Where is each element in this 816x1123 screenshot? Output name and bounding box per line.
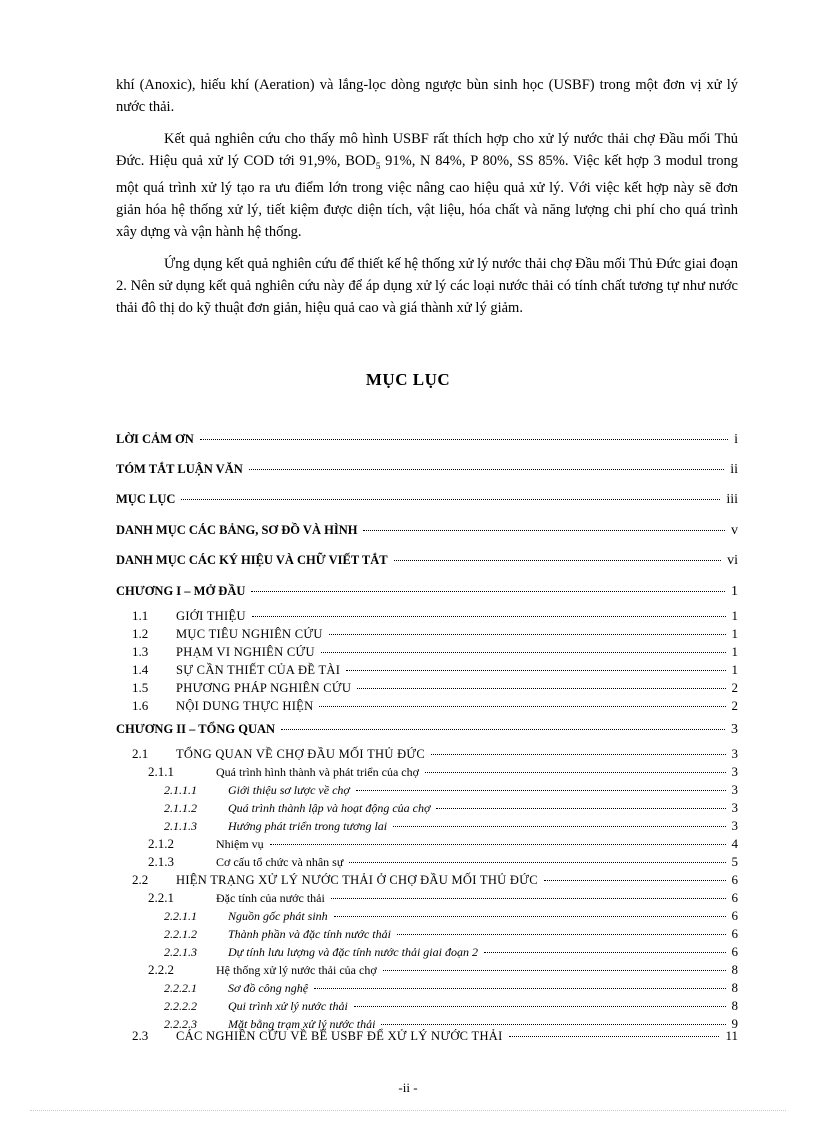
- toc-entry[interactable]: [116, 523, 738, 539]
- toc-entry-label: MỤC TIÊU NGHIÊN CỨU: [176, 627, 323, 641]
- toc-entry[interactable]: [116, 462, 738, 478]
- toc-entry[interactable]: [116, 908, 738, 924]
- toc-entry-label: PHẠM VI NGHIÊN CỨU: [176, 645, 315, 659]
- toc-entry-number: 2.2: [132, 872, 149, 887]
- toc-entry-page: 9: [731, 1016, 738, 1031]
- abstract-p2-part-b: 91%, N 84%, P 80%, SS 85%. Việc kết hợp 3 modul trong một quá trình xử lý tạo ra ưu điểm lớn trong việc nâng cao hiệu quả xử lý. Với việc kết hợp này sẽ đơn giản hóa hệ thống xử lý, tiết kiệm được diện tích, vật liệu, hóa chất và năng lượng chi phí cho quá trình xây dựng và vận hành hệ thống.: [116, 153, 738, 240]
- toc-entry-number: 2.1.2: [148, 836, 174, 851]
- toc-entry-label: LỜI CẢM ƠN: [116, 432, 194, 446]
- toc-leader-dots: [381, 1024, 725, 1025]
- toc-entry-page: 3: [731, 746, 738, 761]
- toc-leader-dots: [425, 772, 726, 773]
- toc-entry[interactable]: [116, 782, 738, 798]
- toc-entry-page: 2: [731, 698, 738, 713]
- toc-entry[interactable]: [116, 764, 738, 780]
- toc-entry-number: 2.2.2.1: [164, 981, 197, 995]
- toc-entry-number: 1.5: [132, 680, 149, 695]
- toc-entry-label: Cơ cấu tổ chức và nhân sự: [216, 855, 344, 869]
- toc-entry[interactable]: [116, 584, 738, 600]
- abstract-text: [116, 74, 738, 329]
- toc-entry-label: DANH MỤC CÁC BẢNG, SƠ ĐỒ VÀ HÌNH: [116, 523, 358, 537]
- toc-entry-number: 1.6: [132, 698, 149, 713]
- toc-entry-number: 2.2.1: [148, 890, 174, 905]
- toc-entry-label: NỘI DUNG THỰC HIỆN: [176, 699, 314, 713]
- toc-entry-label: Hệ thống xử lý nước thải của chợ: [216, 963, 377, 977]
- toc-entry[interactable]: [116, 608, 738, 624]
- toc-entry-number: 2.1.1.3: [164, 819, 197, 833]
- toc-leader-dots: [321, 652, 726, 653]
- toc-entry[interactable]: [116, 626, 738, 642]
- toc-leader-dots: [349, 862, 725, 863]
- toc-entry-label: Qui trình xử lý nước thải: [228, 999, 348, 1013]
- toc-entry[interactable]: [116, 962, 738, 978]
- bod-subscript: 5: [375, 160, 381, 171]
- toc-entry-label: HIỆN TRẠNG XỬ LÝ NƯỚC THẢI Ở CHỢ ĐẦU MỐI THỦ ĐỨC: [176, 873, 538, 887]
- toc-entry-label: Quá trình hình thành và phát triển của chợ: [216, 765, 419, 779]
- toc-entry-number: 2.1: [132, 746, 149, 761]
- toc-entry-label: Thành phần và đặc tính nước thải: [228, 927, 391, 941]
- toc-entry[interactable]: [116, 1028, 738, 1044]
- toc-entry-page: 6: [731, 872, 738, 887]
- toc-entry[interactable]: [116, 680, 738, 696]
- toc-leader-dots: [431, 754, 725, 755]
- toc-leader-dots: [181, 499, 720, 500]
- toc-leader-dots: [329, 634, 726, 635]
- toc-entry-page: 8: [731, 998, 738, 1013]
- toc-entry-label: Hướng phát triển trong tương lai: [228, 819, 388, 833]
- abstract-p2-part-a: Kết quả nghiên cứu cho thấy mô hình USBF rất thích hợp cho xử lý nước thải chợ Đầu mối Thủ Đức. Hiệu quả xử lý COD tới 91,9%, BOD: [116, 131, 738, 169]
- toc-entry-page: 3: [731, 722, 738, 737]
- toc-leader-dots: [393, 826, 725, 827]
- toc-entry-label: Dự tính lưu lượng và đặc tính nước thải giai đoạn 2: [228, 945, 478, 959]
- toc-leader-dots: [484, 952, 726, 953]
- toc-entry-number: 2.2.1.3: [164, 945, 197, 959]
- toc-leader-dots: [249, 469, 724, 470]
- toc-leader-dots: [363, 530, 725, 531]
- toc-entry-page: 3: [731, 800, 738, 815]
- toc-entry[interactable]: [116, 553, 738, 569]
- toc-entry-number: 2.2.2.3: [164, 1017, 197, 1031]
- toc-leader-dots: [357, 688, 725, 689]
- toc-entry[interactable]: [116, 644, 738, 660]
- toc-entry-number: 1.2: [132, 626, 149, 641]
- toc-entry-page: 11: [725, 1028, 738, 1043]
- toc-entry-page: 4: [731, 836, 738, 851]
- toc-entry-page: 3: [731, 782, 738, 797]
- toc-leader-dots: [251, 591, 725, 592]
- toc-entry-page: 3: [731, 764, 738, 779]
- toc-entry[interactable]: [116, 662, 738, 678]
- toc-entry-label: SỰ CẦN THIẾT CỦA ĐỀ TÀI: [176, 663, 341, 677]
- toc-leader-dots: [334, 916, 726, 917]
- toc-entry-number: 2.2.2: [148, 962, 174, 977]
- toc-entry-page: 1: [731, 644, 738, 659]
- toc-entry-number: 2.3: [132, 1028, 149, 1043]
- abstract-paragraph-1: khí (Anoxic), hiếu khí (Aeration) và lắng-lọc dòng ngược bùn sinh học (USBF) trong một đơn vị xử lý nước thải.: [116, 77, 738, 115]
- toc-leader-dots: [319, 706, 725, 707]
- toc-entry-page: i: [734, 432, 738, 447]
- toc-leader-dots: [281, 729, 725, 730]
- toc-entry[interactable]: [116, 872, 738, 888]
- toc-entry[interactable]: [116, 944, 738, 960]
- toc-entry-label: PHƯƠNG PHÁP NGHIÊN CỨU: [176, 681, 352, 695]
- toc-entry-label: Mặt bằng trạm xử lý nước thải: [228, 1017, 376, 1031]
- toc-entry-page: 8: [731, 962, 738, 977]
- toc-entry-number: 2.1.1.2: [164, 801, 197, 815]
- toc-entry-page: 6: [731, 944, 738, 959]
- toc-leader-dots: [509, 1036, 720, 1037]
- toc-entry-label: Nhiệm vụ: [216, 837, 264, 851]
- toc-entry-page: 6: [731, 908, 738, 923]
- toc-entry-page: 1: [731, 626, 738, 641]
- toc-entry-label: GIỚI THIỆU: [176, 609, 246, 623]
- toc-entry[interactable]: [116, 492, 738, 508]
- toc-entry-page: ii: [730, 462, 738, 477]
- toc-entry[interactable]: [116, 890, 738, 906]
- toc-entry[interactable]: [116, 800, 738, 816]
- toc-entry-label: Giới thiệu sơ lược về chợ: [228, 783, 350, 797]
- toc-entry-label: Quá trình thành lập và hoạt động của chợ: [228, 801, 431, 815]
- toc-entry[interactable]: [116, 432, 738, 448]
- toc-entry-label: Sơ đồ công nghệ: [228, 981, 309, 995]
- toc-entry-number: 1.1: [132, 608, 149, 623]
- toc-entry-label: CÁC NGHIÊN CỨU VỀ BỂ USBF ĐỂ XỬ LÝ NƯỚC THẢI: [176, 1029, 503, 1043]
- toc-leader-dots: [331, 898, 726, 899]
- toc-entry[interactable]: [116, 818, 738, 834]
- toc-leader-dots: [383, 970, 726, 971]
- toc-entry[interactable]: [116, 746, 738, 762]
- toc-leader-dots: [314, 988, 725, 989]
- toc-entry-label: CHƯƠNG II – TỔNG QUAN: [116, 722, 276, 736]
- toc-leader-dots: [356, 790, 726, 791]
- toc-entry-page: 8: [731, 980, 738, 995]
- toc-entry-page: 3: [731, 818, 738, 833]
- toc-entry-label: CHƯƠNG I – MỞ ĐẦU: [116, 584, 246, 598]
- toc-entry-page: 5: [731, 854, 738, 869]
- toc-leader-dots: [200, 439, 728, 440]
- bottom-divider: [30, 1110, 786, 1111]
- toc-entry-label: TÓM TẮT LUẬN VĂN: [116, 462, 243, 476]
- toc-entry-page: 6: [731, 926, 738, 941]
- toc-entry[interactable]: [116, 854, 738, 870]
- toc-entry-page: 1: [731, 662, 738, 677]
- toc-entry-label: Đặc tính của nước thải: [216, 891, 325, 905]
- toc-entry-page: iii: [726, 492, 738, 507]
- toc-entry[interactable]: [116, 698, 738, 714]
- toc-entry-label: Nguồn gốc phát sinh: [228, 909, 328, 923]
- toc-entry-number: 2.1.1: [148, 764, 174, 779]
- toc-entry-label: MỤC LỤC: [116, 492, 176, 506]
- toc-title: MỤC LỤC: [365, 370, 451, 389]
- toc-leader-dots: [436, 808, 725, 809]
- toc-entry-number: 2.2.2.2: [164, 999, 197, 1013]
- toc-entry-number: 2.1.1.1: [164, 783, 197, 797]
- toc-entry-page: v: [731, 523, 738, 538]
- page-number: -ii -: [398, 1080, 418, 1095]
- toc-entry-page: 1: [731, 608, 738, 623]
- toc-entry-label: TỔNG QUAN VỀ CHỢ ĐẦU MỐI THỦ ĐỨC: [176, 747, 426, 761]
- toc-entry-page: vi: [727, 553, 738, 568]
- toc-leader-dots: [346, 670, 725, 671]
- toc-entry-page: 6: [731, 890, 738, 905]
- toc-entry-page: 2: [731, 680, 738, 695]
- toc-entry[interactable]: [116, 722, 738, 738]
- toc-entry-number: 1.3: [132, 644, 149, 659]
- toc-entry-label: DANH MỤC CÁC KÝ HIỆU VÀ CHỮ VIẾT TẮT: [116, 553, 388, 567]
- toc-leader-dots: [397, 934, 726, 935]
- toc-entry[interactable]: [116, 980, 738, 996]
- toc-leader-dots: [544, 880, 726, 881]
- toc-leader-dots: [252, 616, 726, 617]
- toc-entry-number: 2.2.1.2: [164, 927, 197, 941]
- abstract-paragraph-3: Ứng dụng kết quả nghiên cứu để thiết kế hệ thống xử lý nước thải chợ Đầu mối Thủ Đức giai đoạn 2. Nên sử dụng kết quả nghiên cứu này để áp dụng xử lý các loại nước thải có tính chất tương tự như nước thải đô thị do kỹ thuật đơn giản, hiệu quả cao và giá thành xử lý giảm.: [116, 255, 738, 316]
- toc-entry[interactable]: [116, 926, 738, 942]
- abstract-paragraph-2: [116, 128, 738, 243]
- toc-entry-number: 1.4: [132, 662, 149, 677]
- toc-leader-dots: [270, 844, 726, 845]
- toc-leader-dots: [354, 1006, 726, 1007]
- toc-entry-page: 1: [731, 584, 738, 599]
- toc-entry[interactable]: [116, 836, 738, 852]
- toc-entry[interactable]: [116, 998, 738, 1014]
- toc-leader-dots: [394, 560, 722, 561]
- toc-entry-number: 2.1.3: [148, 854, 174, 869]
- toc-entry-number: 2.2.1.1: [164, 909, 197, 923]
